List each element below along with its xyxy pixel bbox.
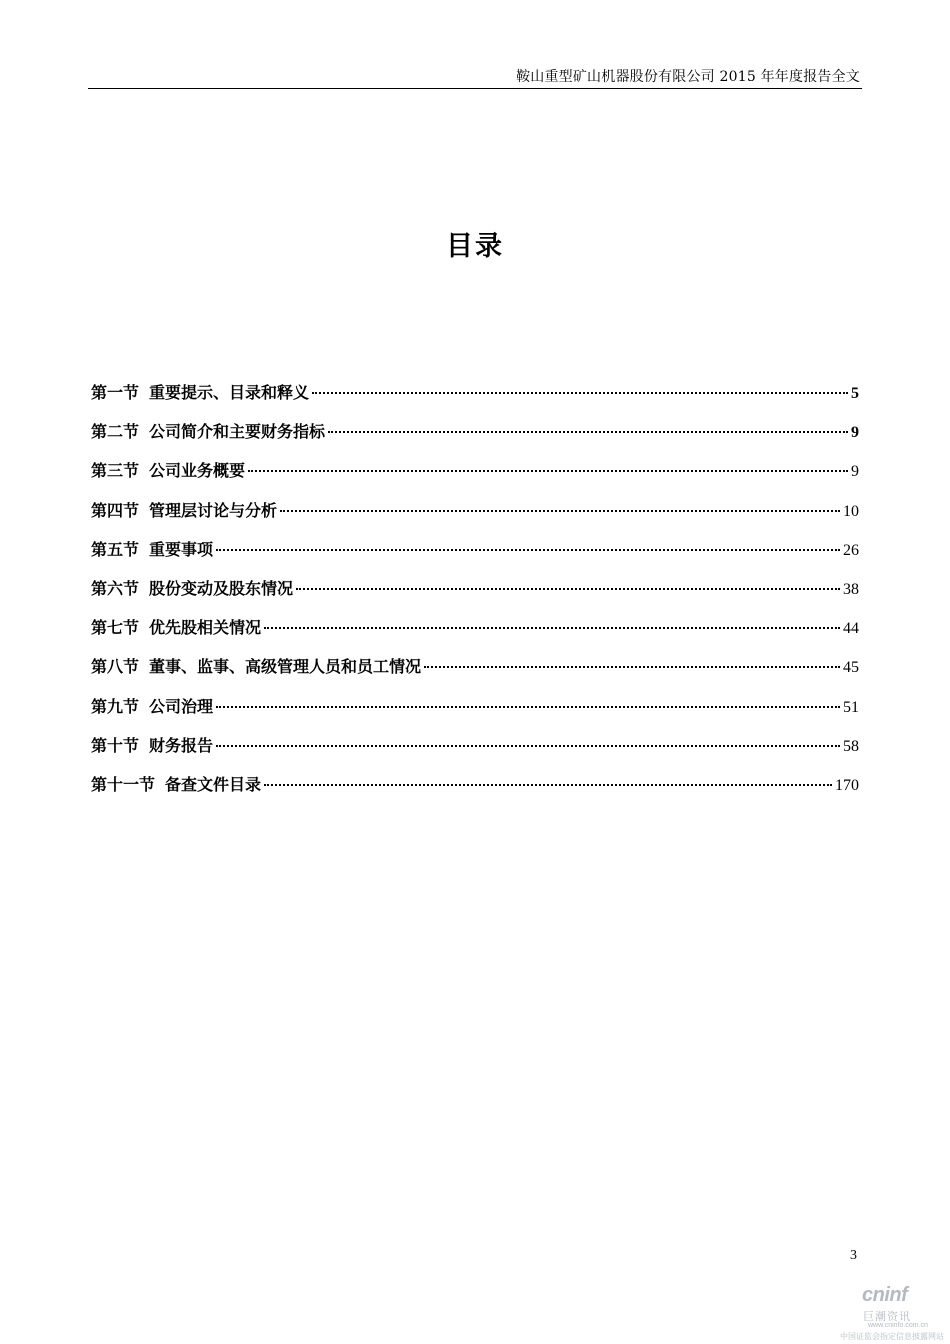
toc-entry[interactable] <box>91 576 859 615</box>
cninfo-watermark <box>838 1284 950 1344</box>
toc-dot-leader <box>216 745 840 747</box>
page-number: 3 <box>850 1248 857 1263</box>
toc-dot-leader <box>216 706 840 708</box>
toc-dot-leader <box>424 666 840 668</box>
toc-entry[interactable] <box>91 654 859 693</box>
toc-section-number: 第四节 <box>91 500 140 520</box>
toc-entry[interactable] <box>91 537 859 576</box>
watermark-name: 巨潮资讯 <box>863 1310 911 1323</box>
toc-page-number: 10 <box>843 502 859 520</box>
toc-dot-leader <box>296 588 840 590</box>
toc-section-number: 第二节 <box>91 422 140 442</box>
toc-section-number: 第三节 <box>91 461 140 481</box>
toc-page-number: 9 <box>851 424 859 442</box>
toc-section-number: 第十一节 <box>91 774 156 794</box>
cninfo-logo: cninf <box>862 1284 908 1306</box>
toc-page-number: 58 <box>843 737 859 755</box>
toc-section-title: 重要提示、目录和释义 <box>149 383 310 402</box>
toc-dot-leader <box>216 549 840 551</box>
toc-entry[interactable] <box>91 380 859 419</box>
toc-section-number: 第五节 <box>91 539 140 559</box>
toc-page-number: 170 <box>835 776 859 794</box>
toc-section-title: 董事、监事、高级管理人员和员工情况 <box>149 657 422 677</box>
toc-section-number: 第一节 <box>91 383 140 402</box>
toc-page-number: 45 <box>843 659 859 677</box>
toc-section-number: 第六节 <box>91 578 140 598</box>
toc-section-number: 第九节 <box>91 696 140 716</box>
toc-entry[interactable] <box>91 458 859 497</box>
toc-entry[interactable] <box>91 419 859 458</box>
header-text: 鞍山重型矿山机器股份有限公司 2015 年年度报告全文 <box>516 69 860 85</box>
toc-section-title: 公司业务概要 <box>149 461 246 481</box>
toc-section-title: 公司治理 <box>149 696 214 716</box>
page-header <box>88 62 862 89</box>
page-title: 目录 <box>446 231 504 262</box>
toc-section-title: 备查文件目录 <box>165 774 262 794</box>
watermark-org: 中国证监会指定信息披露网站 <box>840 1332 944 1341</box>
toc-section-title: 财务报告 <box>149 735 214 755</box>
toc-dot-leader <box>264 627 840 629</box>
toc-section-title: 公司简介和主要财务指标 <box>149 422 326 442</box>
watermark-url: www.cninfo.com.cn <box>868 1322 928 1329</box>
toc-section-title: 股份变动及股东情况 <box>149 578 294 598</box>
toc-entry[interactable] <box>91 498 859 537</box>
toc-page-number: 38 <box>843 580 859 598</box>
toc-page-number: 9 <box>851 463 859 481</box>
toc-page-number: 44 <box>843 620 859 638</box>
toc-section-title: 重要事项 <box>149 539 214 559</box>
toc-entry[interactable] <box>91 615 859 654</box>
toc-dot-leader <box>280 510 840 512</box>
toc-section-number: 第七节 <box>91 618 140 638</box>
toc-dot-leader <box>248 470 848 472</box>
toc-dot-leader <box>312 392 848 394</box>
toc-page-number: 5 <box>851 385 859 402</box>
toc-page-number: 51 <box>843 698 859 716</box>
toc-entry[interactable] <box>91 733 859 772</box>
toc-dot-leader <box>328 431 848 433</box>
toc-section-title: 管理层讨论与分析 <box>149 500 278 520</box>
toc-section-title: 优先股相关情况 <box>149 618 262 638</box>
toc-dot-leader <box>264 784 832 786</box>
toc-entry[interactable] <box>91 772 859 811</box>
toc-section-number: 第八节 <box>91 657 140 677</box>
toc-page-number: 26 <box>843 541 859 559</box>
toc-section-number: 第十节 <box>91 735 140 755</box>
table-of-contents <box>91 380 859 811</box>
toc-entry[interactable] <box>91 694 859 733</box>
